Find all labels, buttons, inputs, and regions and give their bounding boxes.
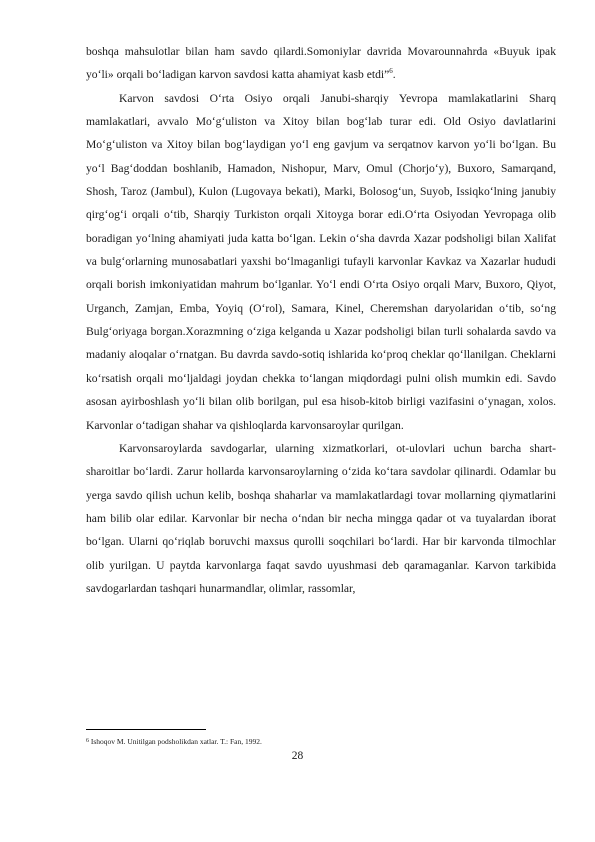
footnote (86, 737, 556, 747)
footnote-divider (86, 729, 206, 730)
footnote-reference[interactable]: 6 (389, 67, 393, 76)
footnote-marker: 6 (86, 738, 89, 744)
footnote-text: Ishoqov M. Unitilgan podsholikdan xatlar. T.: Fan, 1992. (89, 737, 262, 746)
page-body (86, 40, 556, 600)
paragraph-1-end: . (392, 68, 396, 82)
paragraph-2: Karvon savdosi O‘rta Osiyo orqali Janubi-sharqiy Yevropa mamlakatlarini Sharq mamlakatlari, avvalo Mo‘g‘uliston va Xitoy bilan bog‘lab turar edi. Old Osiyo davlatlarini Mo‘g‘uliston va Xitoy bilan bog‘laydigan yo‘l eng gavjum va serqatnov karvon yo‘li bo‘lgan. Bu yo‘l Bag‘doddan boshlanib, Hamadon, Nishopur, Marv, Omul (Chorjo‘y), Buxoro, Samarqand, Shosh, Taroz (Jambul), Kulon (Lugovaya bekati), Marki, Bolosog‘un, Suyob, Issiqko‘lning janubiy qirg‘og‘i orqali o‘tib, Sharqiy Turkiston orqali Xitoyga borar edi.O‘rta Osiyodan Yevropaga olib boradigan yo‘lning ahamiyati juda katta bo‘lgan. Lekin o‘sha davrda Xazar podsholigi bilan Xalifat va bulg‘orlarning munosabatlari yaxshi bo‘lmaganligi tufayli karvonlar Kavkaz va Xazarlar hududi orqali borish imkoniyatidan mahrum bo‘lganlar. Yo‘l endi O‘rta Osiyo orqali Marv, Buxoro, Qiyot, Urganch, Zamjan, Emba, Yoyiq (O‘rol), Samara, Kinel, Cheremshan daryolaridan o‘tib, so‘ng Bulg‘oriyaga borgan.Xorazmning o‘ziga kelganda u Xazar podsholigi bilan turli sohalarda savdo va madaniy aloqalar o‘rnatgan. Bu davrda savdo-sotiq ishlarida ko‘proq cheklar qo‘llanilgan. Cheklarni ko‘rsatish orqali mo‘ljaldagi joydan chekka to‘langan miqdordagi pulni olish mumkin edi. Savdo asosan ayirboshlash yo‘li bilan olib borilgan, pul esa hisob-kitob birligi vazifasini o‘ynagan, xolos. Karvonlar o‘tadigan shahar va qishloqlarda karvonsaroylar qurilgan. (86, 91, 556, 432)
paragraph-3: Karvonsaroylarda savdogarlar, ularning xizmatkorlari, ot-ulovlari uchun barcha shart-sharoitlar bo‘lardi. Zarur hollarda karvonsaroylarning o‘zida ko‘tara savdolar qilinardi. Odamlar bu yerga savdo qilish uchun kelib, boshqa shaharlar va mamlakatlardagi tovar mollarning qiymatlarini ham bilib olar edilar. Karvonlar bir necha o‘ndan bir necha mingga qadar ot va tuyalardan iborat bo‘lgan. Ularni qo‘riqlab boruvchi maxsus qurolli soqchilari bo‘lardi. Har bir karvonda tilmochlar olib yurilgan. U paytda karvonlarga faqat savdo uyushmasi deb qaramaganlar. Karvon tarkibida savdogarlardan tashqari hunarmandlar, olimlar, rassomlar, (86, 441, 556, 595)
page-number: 28 (291, 750, 304, 762)
paragraph-1-text: boshqa mahsulotlar bilan ham savdo qilardi.Somoniylar davrida Movarounnahrda «Buyuk ipak yo‘li» orqali bo‘ladigan karvon savdosi katta ahamiyat kasb etdi” (86, 45, 556, 82)
paragraph-1 (86, 40, 556, 87)
